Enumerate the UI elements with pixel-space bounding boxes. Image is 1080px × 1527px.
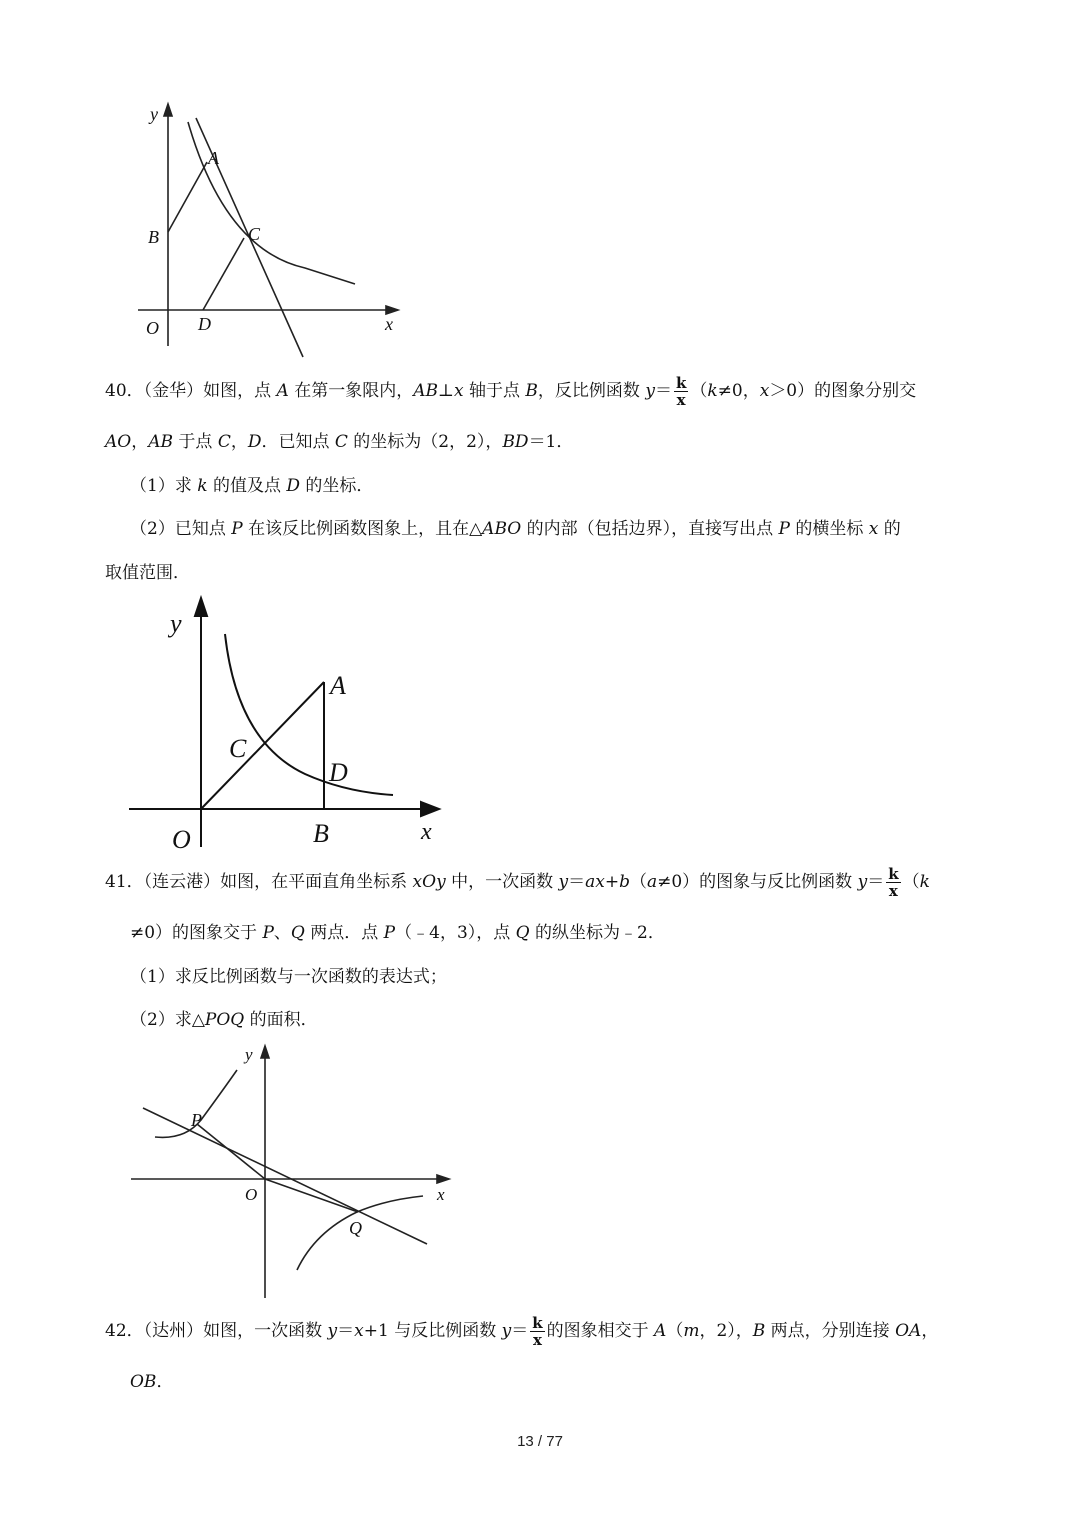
segment-po bbox=[197, 1124, 265, 1179]
label-o: O bbox=[245, 1185, 258, 1204]
q40-part-2-cont: 取值范围． bbox=[105, 563, 190, 583]
label-p: P bbox=[191, 1110, 202, 1130]
fraction-k-over-x: $\frac{k}{x}$ bbox=[532, 1314, 543, 1349]
figure-40-svg bbox=[125, 592, 455, 857]
label-y: y bbox=[170, 609, 182, 638]
hyperbola-curve bbox=[188, 122, 355, 284]
label-a: A bbox=[330, 671, 346, 700]
segment-oa bbox=[201, 682, 324, 809]
label-o: O bbox=[172, 825, 191, 854]
label-q: Q bbox=[349, 1218, 362, 1238]
label-y: y bbox=[150, 104, 158, 124]
label-x: x bbox=[385, 314, 393, 334]
label-o: O bbox=[146, 318, 159, 338]
label-c: C bbox=[248, 224, 261, 244]
fraction-k-over-x: $\frac{k}{x}$ bbox=[675, 374, 687, 409]
q42-number: 42． bbox=[105, 1321, 144, 1341]
label-d: D bbox=[329, 758, 348, 787]
label-a: A bbox=[208, 148, 219, 168]
q41-part-1: （1）求反比例函数与一次函数的表达式； bbox=[130, 967, 447, 987]
x-axis-arrow bbox=[386, 306, 398, 314]
label-b: B bbox=[313, 819, 329, 848]
q41-line-1: 41．（连云港）如图，在平面直角坐标系 xOy 中，一次函数 y＝ax+b（a≠0）的图象与反比例函数 y＝ $\frac{k}{x}$ （k bbox=[105, 865, 930, 900]
y-axis-arrow bbox=[261, 1046, 269, 1058]
label-c: C bbox=[229, 734, 247, 763]
figure-39 bbox=[130, 100, 420, 365]
hyperbola-curve bbox=[225, 634, 393, 795]
page-number: 13 / 77 bbox=[517, 1433, 563, 1450]
segment-oq bbox=[265, 1179, 358, 1212]
q40-part-2: （2）已知点 P 在该反比例函数图象上，且在△ABO 的内部（包括边界），直接写出点 P 的横坐标 x 的 bbox=[130, 519, 901, 539]
q40-number: 40． bbox=[105, 381, 144, 401]
y-axis-arrow bbox=[164, 104, 172, 116]
y-axis-arrow bbox=[195, 598, 207, 616]
line-pq bbox=[143, 1108, 427, 1244]
q42-line-1: 42．（达州）如图，一次函数 y＝x+1 与反比例函数 y＝ $\frac{k}{x}$ 的图象相交于 A（m，2），B 两点，分别连接 OA， bbox=[105, 1314, 939, 1349]
figure-39-svg bbox=[130, 100, 420, 365]
figure-41 bbox=[125, 1040, 465, 1302]
x-axis-arrow bbox=[437, 1175, 449, 1183]
fraction-k-over-x: $\frac{k}{x}$ bbox=[888, 865, 899, 900]
label-x: x bbox=[437, 1185, 445, 1204]
q40-part-1: （1）求 k 的值及点 D 的坐标． bbox=[130, 476, 374, 496]
q41-line-2: ≠0）的图象交于 P、Q 两点．点 P（﹣4，3），点 Q 的纵坐标为﹣2． bbox=[130, 923, 665, 943]
label-y: y bbox=[245, 1045, 253, 1064]
q41-number: 41． bbox=[105, 872, 144, 892]
q40-line-2: AO，AB 于点 C，D．已知点 C 的坐标为（2，2），BD＝1． bbox=[105, 432, 574, 452]
label-x: x bbox=[421, 819, 432, 845]
q41-part-2: （2）求△POQ 的面积． bbox=[130, 1010, 318, 1030]
segment-dc bbox=[203, 238, 244, 310]
figure-41-svg bbox=[125, 1040, 465, 1302]
label-b: B bbox=[148, 227, 159, 247]
segment-ba bbox=[168, 162, 207, 232]
q40-line-1: 40．（金华）如图，点 A 在第一象限内，AB⊥x 轴于点 B，反比例函数 y＝ $\frac{k}{x}$ （k≠0，x＞0）的图象分别交 bbox=[105, 374, 917, 409]
x-axis-arrow bbox=[421, 802, 439, 816]
q42-line-2: OB． bbox=[130, 1372, 174, 1392]
figure-40 bbox=[125, 592, 455, 857]
label-d: D bbox=[198, 314, 211, 334]
